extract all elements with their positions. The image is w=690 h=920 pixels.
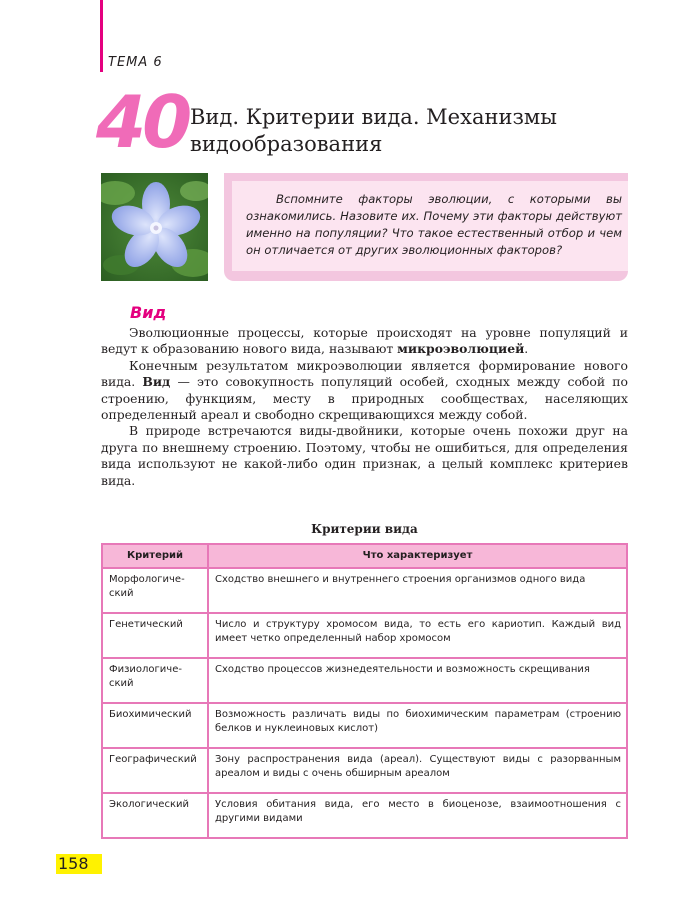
paragraph: Эволюционные процессы, которые происходят на уровне популяций и ведут к образованию нового вида, называют микроэволюцией.	[101, 325, 628, 357]
section-heading: Вид	[130, 303, 167, 322]
criterion-description: Сходство процессов жизнедеятельности и возможность скрещивания	[208, 658, 627, 703]
question-box	[224, 173, 628, 281]
question-inner	[232, 181, 628, 271]
criterion-name: Морфологиче-ский	[102, 568, 208, 613]
table-row	[102, 658, 627, 703]
question-text: Вспомните факторы эволюции, с которыми вы ознакомились. Назовите их. Почему эти факторы действуют именно на популяции? Что такое естественный отбор и чем он отличается от других эволюционных факторов?	[246, 192, 622, 257]
table-row	[102, 748, 627, 793]
criterion-name: Биохимический	[102, 703, 208, 748]
criterion-description: Возможность различать виды по биохимическим параметрам (строению белков и нуклеиновых кислот)	[208, 703, 627, 748]
criterion-description: Сходство внешнего и внутреннего строения организмов одного вида	[208, 568, 627, 613]
criteria-table	[101, 543, 628, 839]
table-row	[102, 793, 627, 838]
criterion-name: Генетический	[102, 613, 208, 658]
term: микроэволюцией	[397, 341, 525, 357]
criterion-description: Число и структуру хромосом вида, то есть его кариотип. Каждый вид имеет четко определенный набор хромосом	[208, 613, 627, 658]
page-number: 158	[56, 854, 102, 874]
criterion-description: Условия обитания вида, его место в биоценозе, взаимоотношения с другими видами	[208, 793, 627, 838]
paragraph: В природе встречаются виды-двойники, которые очень похожи друг на друга по внешнему строению. Поэтому, чтобы не ошибиться, для определения вида используют не какой-либо один признак, а целый комплекс критериев вида.	[101, 423, 628, 488]
lesson-title: Вид. Критерии вида. Механизмы видообразования	[190, 105, 557, 156]
criterion-description: Зону распространения вида (ареал). Существуют виды с разорванным ареалом и виды с очень обширным ареалом	[208, 748, 627, 793]
column-header: Что характеризует	[208, 544, 627, 568]
topic-label: ТЕМА 6	[108, 55, 163, 70]
table-row	[102, 703, 627, 748]
table-row	[102, 568, 627, 613]
body-text	[101, 325, 628, 489]
paragraph: Конечным результатом микроэволюции является формирование нового вида. Вид — это совокупность популяций особей, сходных между собой по строению, функциям, месту в природных сообществах, населяющих определенный ареал и свободно скрещивающихся между собой.	[101, 357, 628, 423]
column-header: Критерий	[102, 544, 208, 568]
criterion-name: Физиологиче-ский	[102, 658, 208, 703]
table-caption: Критерии вида	[311, 522, 418, 536]
criterion-name: Экологический	[102, 793, 208, 838]
lesson-number: 40	[96, 80, 189, 164]
periwinkle-flower-photo	[101, 173, 208, 281]
table-header-row	[102, 544, 627, 568]
term: Вид	[142, 374, 171, 390]
criterion-name: Географический	[102, 748, 208, 793]
table-row	[102, 613, 627, 658]
topic-bar	[100, 0, 103, 72]
